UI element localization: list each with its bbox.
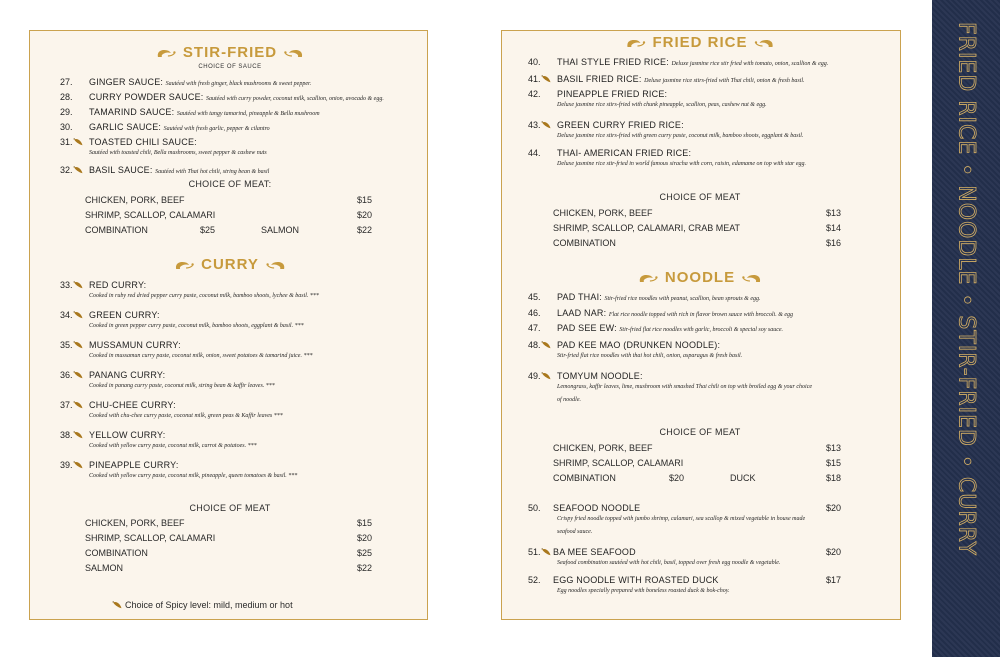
item-number: 40. xyxy=(528,57,541,67)
spicy-level-note xyxy=(112,600,293,610)
stir-fried-heading xyxy=(149,44,311,61)
meat-price: $15 xyxy=(357,518,373,528)
item-name: RED CURRY: xyxy=(89,280,147,290)
meat-price: $22 xyxy=(357,225,373,235)
item-number: 47. xyxy=(528,323,541,333)
ornament-left-icon xyxy=(155,47,177,59)
item-name: THAI STYLE FRIED RICE: xyxy=(557,57,669,67)
item-description: Sautéed with Thai hot chili, string bean & basil xyxy=(155,169,270,175)
item-name: PANANG CURRY: xyxy=(89,370,166,380)
stir-fried-meat-row xyxy=(85,225,373,235)
item-number: 45. xyxy=(528,292,541,302)
item-number: 28. xyxy=(60,92,73,102)
ornament-left-icon xyxy=(637,272,659,284)
stir-fried-meat-heading: CHOICE OF MEAT: xyxy=(188,179,272,189)
item-description: Deluxe jasmine rice stir fried with tomato, onion, scallion & egg. xyxy=(671,61,829,67)
item-number: 38. xyxy=(60,430,73,440)
meat-price: $13 xyxy=(826,208,842,218)
meat-price: $13 xyxy=(826,443,842,453)
item-description: Stir-fried flat rice noodles with garlic, broccoli & special soy sauce. xyxy=(619,327,784,333)
curry-meat-row xyxy=(85,548,373,558)
noodle-meat-row xyxy=(553,473,843,483)
meat-price: $15 xyxy=(357,195,373,205)
item-description: Stir-fried flat rice noodles with thai hot chili, onion, asparagus & fresh basil. xyxy=(557,353,743,359)
item-number: 48. xyxy=(528,340,541,350)
item-number: 32. xyxy=(60,165,73,175)
item-description: Sautéed with fresh garlic, pepper & cilantro xyxy=(163,126,270,132)
meat-label: CHICKEN, PORK, BEEF xyxy=(85,195,185,205)
spicy-note-text: Choice of Spicy level: mild, medium or hot xyxy=(125,600,293,610)
chili-icon xyxy=(73,461,83,469)
item-number: 34. xyxy=(60,310,73,320)
item-description: Lemongrass, kaffir leaves, lime, mushroom with smashed Thai chili on top with broiled egg & your choice xyxy=(557,384,813,390)
item-name: GARLIC SAUCE: xyxy=(89,122,162,132)
item-description: Cooked in green pepper curry paste, coconut milk, bamboo shoots, eggplant & basil. *** xyxy=(89,323,304,329)
meat-label: SHRIMP, SCALLOP, CALAMARI xyxy=(85,533,216,543)
meat-label: COMBINATION xyxy=(553,238,616,248)
item-description: Sautéed with curry powder, coconut milk, scallion, onion, avocado & egg. xyxy=(206,96,384,102)
meat-price: $20 xyxy=(357,533,373,543)
chili-icon xyxy=(541,341,551,349)
item-number: 43. xyxy=(528,120,541,130)
item-description: Cooked in panang curry paste, coconut milk, string bean & kaffir leaves. *** xyxy=(89,383,275,389)
meat-price: $14 xyxy=(826,223,842,233)
item-number: 50. xyxy=(528,503,541,513)
item-number: 52. xyxy=(528,575,541,585)
meat-label: SHRIMP, SCALLOP, CALAMARI, CRAB MEAT xyxy=(553,223,741,233)
noodle-meat-heading: CHOICE OF MEAT xyxy=(659,427,741,437)
meat-label: SALMON xyxy=(85,563,124,573)
item-number: 41. xyxy=(528,74,541,84)
item-number: 51. xyxy=(528,547,541,557)
curry-meat-heading: CHOICE OF MEAT xyxy=(189,503,271,513)
chili-icon xyxy=(73,138,83,146)
ornament-right-icon xyxy=(754,37,776,49)
item-description: Deluxe jasmine rice stir-fried in world famous siracha with corn, raisin, edamame on top with star egg. xyxy=(557,161,807,167)
chili-icon xyxy=(73,401,83,409)
item-name: BASIL SAUCE: xyxy=(89,165,153,175)
item-number: 30. xyxy=(60,122,73,132)
item-name: GREEN CURRY FRIED RICE: xyxy=(557,120,684,130)
curry-meat-row xyxy=(85,563,373,573)
stir-fried-meat-row xyxy=(85,195,373,205)
item-description: Sautéed with tangy tamarind, pineapple & Bella mushroom xyxy=(176,111,320,117)
item-description: of noodle. xyxy=(557,397,581,403)
meat-price: $20 xyxy=(669,473,685,483)
item-description: seafood sauce. xyxy=(557,529,593,535)
fried-rice-title: FRIED RICE xyxy=(652,34,748,51)
item-description: Flat rice noodle topped with rich in flavor brown sauce with broccoli. & egg xyxy=(608,312,794,318)
ornament-left-icon xyxy=(624,37,646,49)
chili-icon xyxy=(541,372,551,380)
item-number: 27. xyxy=(60,77,73,87)
meat-label: COMBINATION xyxy=(85,548,148,558)
item-name: BASIL FRIED RICE: xyxy=(557,74,642,84)
meat-price: $22 xyxy=(357,563,373,573)
fried-rice-meat-heading: CHOICE OF MEAT xyxy=(659,192,741,202)
meat-price: $25 xyxy=(357,548,373,558)
chili-icon xyxy=(541,121,551,129)
item-description: Crispy fried noodle topped with jumbo shrimp, calamari, sea scallop & mixed vegetable in house made xyxy=(557,516,806,522)
item-number: 42. xyxy=(528,89,541,99)
curry-heading xyxy=(167,256,293,273)
item-description: Cooked in ruby red dried pepper curry paste, coconut milk, bamboo shoots, lychee & basil. *** xyxy=(89,293,319,299)
meat-label: DUCK xyxy=(730,473,756,483)
item-description: Deluxe jasmine rice stirs-fried with chunk pineapple, scallion, peas, cashew nut & egg. xyxy=(557,102,767,108)
item-name: LAAD NAR: xyxy=(557,308,607,318)
chili-icon xyxy=(541,548,551,556)
item-description: Egg noodles specially prepared with boneless roasted duck & bok-choy. xyxy=(557,588,730,594)
chili-icon xyxy=(73,311,83,319)
item-number: 37. xyxy=(60,400,73,410)
item-description: Seafood combination sautéed with hot chili, basil, topped over fresh egg noodle & vegetable. xyxy=(557,560,781,566)
meat-label: COMBINATION xyxy=(85,225,148,235)
item-number: 49. xyxy=(528,371,541,381)
fried-rice-meat-row xyxy=(553,238,843,248)
meat-price: $20 xyxy=(357,210,373,220)
item-name: BA MEE SEAFOOD xyxy=(553,547,636,557)
item-number: 36. xyxy=(60,370,73,380)
item-description: Cooked with chu-chee curry paste, coconut milk, green peas & Kaffir leaves *** xyxy=(89,413,283,419)
stir-fried-title: STIR-FRIED xyxy=(182,44,278,61)
item-name: PINEAPPLE CURRY: xyxy=(89,460,179,470)
item-price: $20 xyxy=(826,503,842,513)
spine-category-text: FRIED RICE • NOODLE • STIR-FRIED • CURRY xyxy=(953,22,979,556)
item-number: 39. xyxy=(60,460,73,470)
noodle-title: NOODLE xyxy=(664,269,736,286)
item-number: 44. xyxy=(528,148,541,158)
ornament-left-icon xyxy=(173,259,195,271)
item-name: PAD SEE EW: xyxy=(557,323,617,333)
item-number: 31. xyxy=(60,137,73,147)
item-description: Deluxe jasmine rice stirs-fried with green curry paste, coconut milk, bamboo shoots, eggplant & basil. xyxy=(557,133,804,139)
meat-price: $25 xyxy=(200,225,216,235)
stir-fried-subtitle: CHOICE OF SAUCE xyxy=(198,64,262,70)
ornament-right-icon xyxy=(283,47,305,59)
item-name: TOMYUM NOODLE: xyxy=(557,371,643,381)
fried-rice-heading xyxy=(618,34,781,51)
item-price: $20 xyxy=(826,547,842,557)
item-name: PAD THAI: xyxy=(557,292,602,302)
curry-title: CURRY xyxy=(201,256,259,273)
item-description: Sautéed with fresh ginger, black mushrooms & sweet pepper. xyxy=(165,81,312,87)
curry-meat-row xyxy=(85,533,373,543)
chili-icon xyxy=(73,371,83,379)
ornament-right-icon xyxy=(265,259,287,271)
ornament-right-icon xyxy=(741,272,763,284)
item-name: TOASTED CHILI SAUCE: xyxy=(89,137,197,147)
item-number: 29. xyxy=(60,107,73,117)
chili-icon xyxy=(73,281,83,289)
item-description: Cooked in mussamun curry paste, coconut milk, onion, sweet potatoes & tamarind juice. *** xyxy=(89,353,313,359)
meat-label: COMBINATION xyxy=(553,473,616,483)
item-name: YELLOW CURRY: xyxy=(89,430,166,440)
noodle-heading xyxy=(631,269,769,286)
item-name: GREEN CURRY: xyxy=(89,310,160,320)
item-number: 35. xyxy=(60,340,73,350)
chili-icon xyxy=(73,341,83,349)
item-name: PINEAPPLE FRIED RICE: xyxy=(557,89,668,99)
item-name: TAMARIND SAUCE: xyxy=(89,107,175,117)
item-price: $17 xyxy=(826,575,842,585)
item-name: MUSSAMUN CURRY: xyxy=(89,340,181,350)
item-name: SEAFOOD NOODLE xyxy=(553,503,641,513)
item-name: CURRY POWDER SAUCE: xyxy=(89,92,204,102)
meat-label: SALMON xyxy=(261,225,300,235)
item-name: PAD KEE MAO (DRUNKEN NOODLE): xyxy=(557,340,721,350)
curry-meat-row xyxy=(85,518,373,528)
meat-price: $15 xyxy=(826,458,842,468)
fried-rice-meat-row xyxy=(553,208,843,218)
item-name: GINGER SAUCE: xyxy=(89,77,164,87)
stir-fried-meat-row xyxy=(85,210,373,220)
item-description: Stir-fried rice noodles with peanut, scallion, bean sprouts & egg. xyxy=(604,296,761,302)
item-name: EGG NOODLE WITH ROASTED DUCK xyxy=(553,575,719,585)
meat-price: $18 xyxy=(826,473,842,483)
item-description: Cooked with yellow curry paste, coconut milk, carrot & potatoes. *** xyxy=(89,443,257,449)
meat-label: CHICKEN, PORK, BEEF xyxy=(85,518,185,528)
chili-icon xyxy=(73,166,83,174)
item-name: CHU-CHEE CURRY: xyxy=(89,400,176,410)
meat-label: CHICKEN, PORK, BEEF xyxy=(553,443,653,453)
item-number: 33. xyxy=(60,280,73,290)
fried-rice-meat-row xyxy=(553,223,843,233)
chili-icon xyxy=(73,431,83,439)
item-description: Sautéed with toasted chili, Bella mushrooms, sweet pepper & cashew nuts xyxy=(89,150,267,156)
chili-icon xyxy=(541,75,551,83)
item-description: Deluxe jasmine rice stirs-fried with Thai chili, onion & fresh basil. xyxy=(644,78,805,84)
meat-label: SHRIMP, SCALLOP, CALAMARI xyxy=(85,210,216,220)
noodle-meat-row xyxy=(553,458,843,468)
item-description: Cooked with yellow curry paste, coconut milk, pineapple, queen tomatoes & basil. *** xyxy=(89,473,298,479)
noodle-meat-row xyxy=(553,443,843,453)
meat-price: $16 xyxy=(826,238,842,248)
chili-icon xyxy=(112,601,122,609)
meat-label: SHRIMP, SCALLOP, CALAMARI xyxy=(553,458,684,468)
item-name: THAI- AMERICAN FRIED RICE: xyxy=(557,148,692,158)
meat-label: CHICKEN, PORK, BEEF xyxy=(553,208,653,218)
item-number: 46. xyxy=(528,308,541,318)
